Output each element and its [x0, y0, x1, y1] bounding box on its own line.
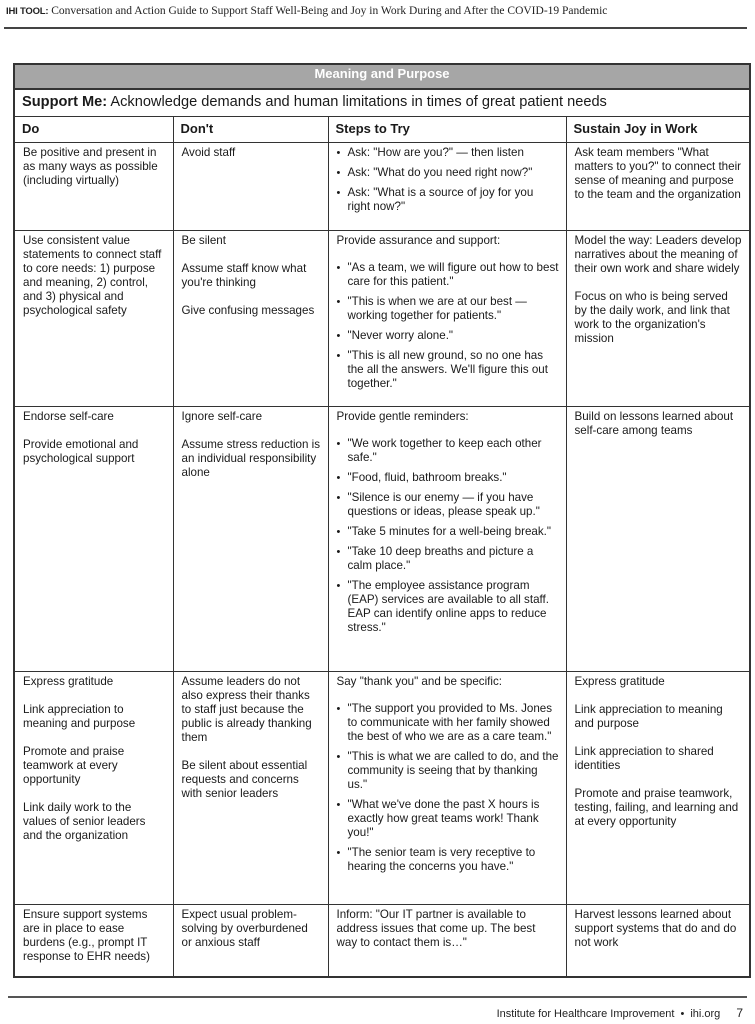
sustain-cell — [566, 231, 750, 407]
steps-list-item: • "We work together to keep each other safe." — [337, 437, 559, 465]
dont-cell-item: Expect usual problem-solving by overburdened or anxious staff — [181, 908, 308, 949]
table-row — [14, 905, 750, 977]
steps-list-item: • "Silence is our enemy — if you have questions or ideas, please speak up." — [337, 491, 559, 519]
dont-cell — [173, 905, 328, 977]
dont-cell-item: Give confusing messages — [181, 304, 315, 317]
header-divider — [4, 27, 747, 29]
steps-lead: Provide assurance and support: — [336, 234, 501, 247]
document-title: Conversation and Action Guide to Support Staff Well-Being and Joy in Work During and After the COVID-19 Pandemic — [51, 5, 608, 17]
steps-list-item: • "Take 5 minutes for a well-being break." — [337, 525, 559, 539]
page-number: 7 — [736, 1006, 743, 1020]
steps-cell — [328, 231, 566, 407]
support-text: Acknowledge demands and human limitations in times of great patient needs — [110, 94, 607, 110]
sustain-cell — [566, 407, 750, 672]
steps-list-item: • Ask: "What is a source of joy for you right now?" — [337, 186, 559, 214]
steps-list-item: • "This is when we are at our best — working together for patients." — [337, 295, 559, 323]
do-cell — [14, 672, 173, 905]
steps-cell — [328, 905, 566, 977]
sustain-cell — [566, 672, 750, 905]
steps-cell — [328, 407, 566, 672]
steps-lead: Inform: "Our IT partner is available to address issues that come up. The best way to contact them is…" — [336, 908, 536, 949]
steps-list-item: • "This is all new ground, so no one has the all the answers. We'll figure this out together." — [337, 349, 559, 391]
do-cell — [14, 407, 173, 672]
page-footer — [497, 1006, 743, 1020]
dont-cell-item: Assume staff know what you're thinking — [181, 262, 307, 289]
steps-list-item: • "The support you provided to Ms. Jones to communicate with her family showed the best of who we are as a care team." — [337, 702, 559, 744]
guide-table — [13, 63, 751, 978]
column-header-dont: Don't — [173, 117, 328, 143]
sustain-cell-item: Focus on who is being served by the daily work, and link that work to the organization's mission — [574, 290, 730, 345]
support-label: Support Me: — [22, 94, 108, 110]
table-row — [14, 231, 750, 407]
sustain-cell-item: Link appreciation to shared identities — [574, 745, 714, 772]
sustain-cell — [566, 905, 750, 977]
sustain-cell-item: Model the way: Leaders develop narratives about the meaning of their own work and share widely — [574, 234, 742, 275]
do-cell-item: Be positive and present in as many ways as possible (including virtually) — [23, 146, 158, 187]
steps-list — [337, 437, 559, 635]
dont-cell-item: Assume leaders do not also express their thanks to staff just because the public is already thanking them — [181, 675, 312, 744]
dont-cell — [173, 231, 328, 407]
sustain-cell-item: Promote and praise teamwork, testing, failing, and learning and at every opportunity — [574, 787, 739, 828]
dont-cell-item: Ignore self-care — [181, 410, 263, 423]
sustain-cell-item: Build on lessons learned about self-care among teams — [574, 410, 734, 437]
steps-list-item: • "Take 10 deep breaths and picture a calm place." — [337, 545, 559, 573]
section-banner-row — [14, 64, 750, 89]
table-row — [14, 143, 750, 231]
steps-lead: Provide gentle reminders: — [336, 410, 469, 423]
section-title: Meaning and Purpose — [14, 64, 750, 89]
column-header-do: Do — [14, 117, 173, 143]
dont-cell — [173, 143, 328, 231]
dont-cell — [173, 672, 328, 905]
steps-lead: Say "thank you" and be specific: — [336, 675, 502, 688]
footer-site[interactable]: ihi.org — [690, 1008, 721, 1020]
steps-list-item: • "This is what we are called to do, and the community is seeing that by thanking us." — [337, 750, 559, 792]
do-cell-item: Use consistent value statements to connect staff to core needs: 1) purpose and meaning, 2) control, and 3) physical and psychological safety — [23, 234, 162, 317]
do-cell — [14, 143, 173, 231]
steps-list — [337, 146, 559, 214]
table-row — [14, 672, 750, 905]
sustain-cell — [566, 143, 750, 231]
steps-list-item: • "Never worry alone." — [337, 329, 559, 343]
steps-cell — [328, 143, 566, 231]
sustain-cell-item: Ask team members "What matters to you?" to connect their sense of meaning and purpose to the team and the organization — [574, 146, 742, 201]
do-cell-item: Provide emotional and psychological support — [23, 438, 139, 465]
dont-cell-item: Be silent — [181, 234, 226, 247]
do-cell-item: Endorse self-care — [23, 410, 114, 423]
dont-cell-item: Assume stress reduction is an individual responsibility alone — [181, 438, 321, 479]
steps-cell — [328, 672, 566, 905]
do-cell — [14, 905, 173, 977]
footer-separator: • — [680, 1008, 685, 1020]
tool-label: IHI TOOL: — [6, 6, 49, 17]
sustain-cell-item: Harvest lessons learned about support systems that do and do not work — [574, 908, 737, 949]
column-header-row — [14, 117, 750, 143]
sustain-cell-item: Express gratitude — [574, 675, 665, 688]
column-header-steps: Steps to Try — [328, 117, 566, 143]
do-cell-item: Promote and praise teamwork at every opportunity — [23, 745, 125, 786]
column-header-sustain: Sustain Joy in Work — [566, 117, 750, 143]
document-header — [6, 5, 751, 17]
steps-list-item: • Ask: "How are you?" — then listen — [337, 146, 559, 160]
steps-list-item: • "As a team, we will figure out how to best care for this patient." — [337, 261, 559, 289]
footer-org: Institute for Healthcare Improvement — [496, 1008, 675, 1020]
do-cell-item: Express gratitude — [23, 675, 114, 688]
footer-divider — [8, 996, 747, 998]
do-cell-item: Link daily work to the values of senior leaders and the organization — [23, 801, 146, 842]
do-cell-item: Ensure support systems are in place to ease burdens (e.g., prompt IT response to EHR needs) — [23, 908, 150, 963]
steps-list — [337, 261, 559, 391]
steps-list-item: • "Food, fluid, bathroom breaks." — [337, 471, 559, 485]
support-row — [14, 89, 750, 117]
steps-list-item: • Ask: "What do you need right now?" — [337, 166, 559, 180]
do-cell-item: Link appreciation to meaning and purpose — [23, 703, 136, 730]
table-row — [14, 407, 750, 672]
sustain-cell-item: Link appreciation to meaning and purpose — [574, 703, 723, 730]
dont-cell — [173, 407, 328, 672]
steps-list-item: • "The employee assistance program (EAP) services are available to all staff. EAP can identify online apps to reduce stress." — [337, 579, 559, 635]
support-statement — [14, 89, 750, 117]
dont-cell-item: Be silent about essential requests and concerns with senior leaders — [181, 759, 308, 800]
steps-list-item: • "What we've done the past X hours is exactly how great teams work! Thank you!" — [337, 798, 559, 840]
dont-cell-item: Avoid staff — [181, 146, 236, 159]
steps-list — [337, 702, 559, 874]
steps-list-item: • "The senior team is very receptive to hearing the concerns you have." — [337, 846, 559, 874]
do-cell — [14, 231, 173, 407]
